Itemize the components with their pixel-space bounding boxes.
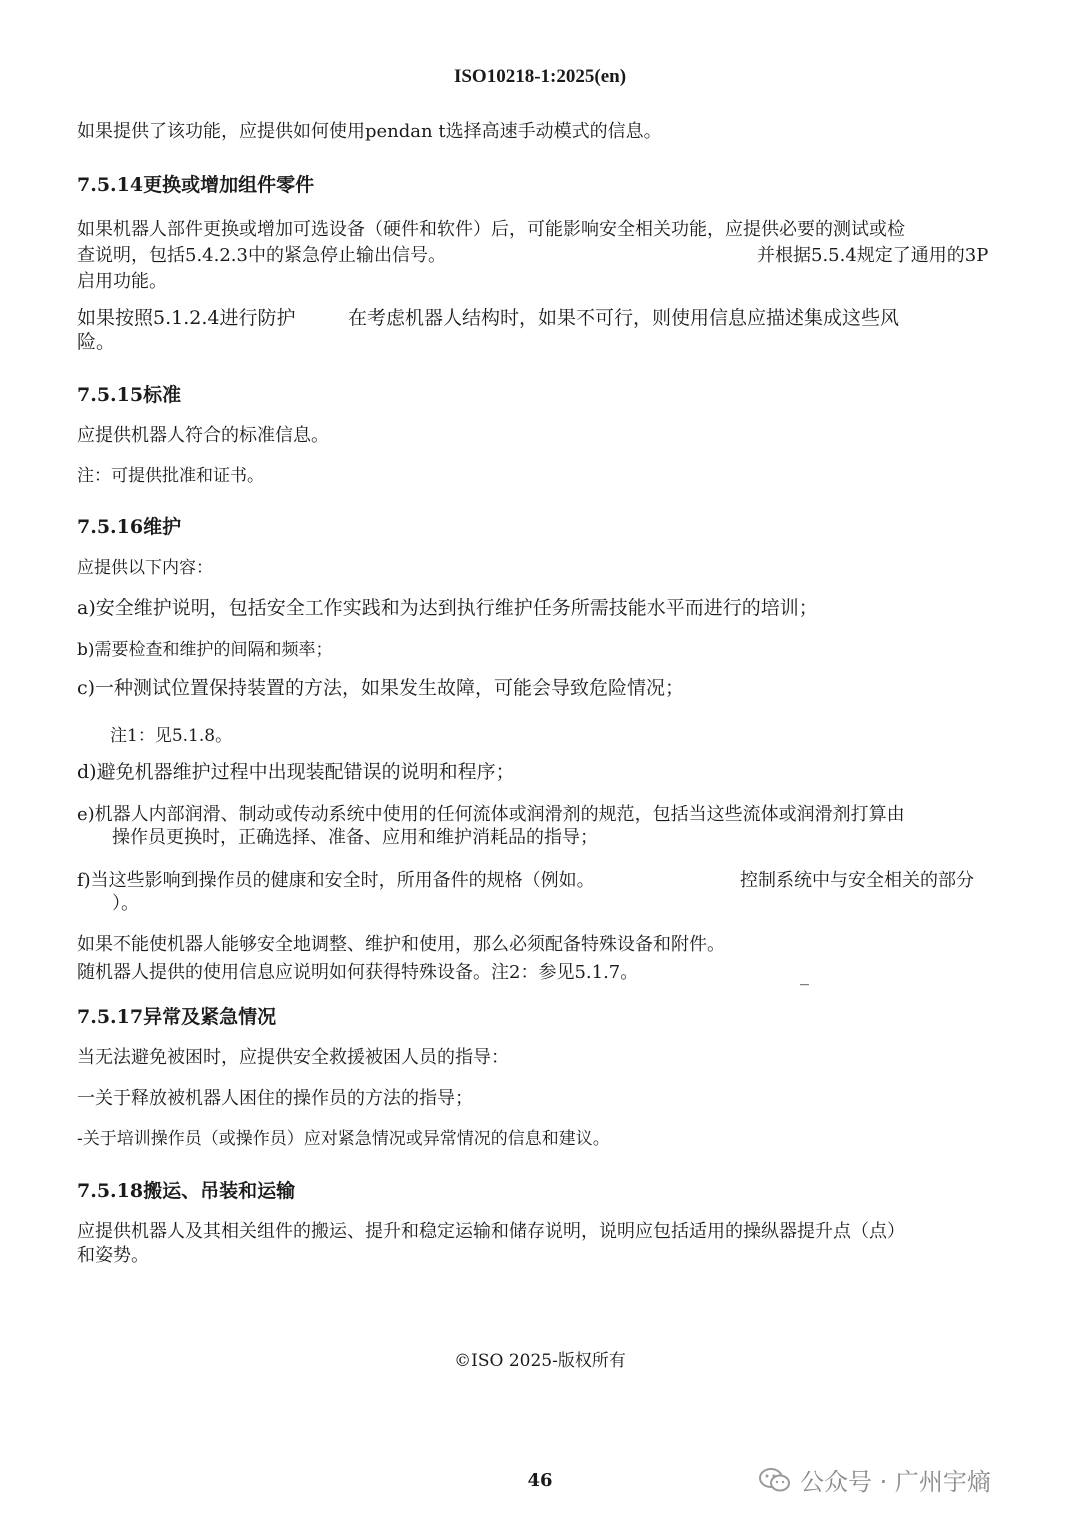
- s16-dash: _: [800, 965, 809, 986]
- section-heading-7-5-17: 7.5.17异常及紧急情况: [77, 1006, 277, 1028]
- s17-paragraph: 当无法避免被困时，应提供安全救援被困人员的指导：: [77, 1047, 509, 1068]
- section-heading-7-5-16: 7.5.16维护: [77, 516, 182, 538]
- s16-item-a: a)安全维护说明，包括安全工作实践和为达到执行维护任务所需技能水平而进行的培训；: [77, 597, 818, 619]
- s15-note: 注：可提供批准和证书。: [77, 466, 264, 486]
- copyright-footer: ©ISO 2025-版权所有: [454, 1351, 626, 1371]
- s16-item-e-line-2: 操作员更换时，正确选择、准备、应用和维护消耗品的指导；: [112, 827, 598, 848]
- s17-item-1: 一关于释放被机器人困住的操作员的方法的指导；: [77, 1088, 473, 1109]
- intro-paragraph: 如果提供了该功能，应提供如何使用pendan t选择高速手动模式的信息。: [77, 121, 662, 142]
- s14-paragraph-2-line-1a: 如果按照5.1.2.4进行防护: [77, 307, 296, 329]
- s16-item-f-line-1a: f)当这些影响到操作员的健康和安全时，所用备件的规格（例如。: [77, 870, 595, 891]
- s14-paragraph-2-line-2: 险。: [77, 331, 116, 353]
- s18-paragraph-line-2: 和姿势。: [77, 1245, 149, 1266]
- s16-item-c: c)一种测试位置保持装置的方法，如果发生故障，可能会导致危险情况；: [77, 677, 685, 699]
- s16-item-d: d)避免机器维护过程中出现装配错误的说明和程序；: [77, 761, 515, 783]
- s14-paragraph-1-line-1: 如果机器人部件更换或增加可选设备（硬件和软件）后，可能影响安全相关功能，应提供必要的测试或检: [77, 219, 905, 240]
- watermark: [758, 1462, 991, 1497]
- watermark-text: 公众号 · 广州宇熵: [800, 1468, 991, 1496]
- s16-lead: 应提供以下内容：: [77, 558, 213, 578]
- s14-paragraph-1-line-3: 启用功能。: [77, 271, 167, 292]
- page-number: 46: [527, 1470, 553, 1491]
- s16-item-f-line-2: ）。: [112, 893, 139, 914]
- s18-paragraph-line-1: 应提供机器人及其相关组件的搬运、提升和稳定运输和储存说明，说明应包括适用的操纵器提升点（点）: [77, 1221, 905, 1242]
- s14-paragraph-1-line-2b: 并根据5.5.4规定了通用的3P: [757, 245, 989, 266]
- s17-item-2: -关于培训操作员（或操作员）应对紧急情况或异常情况的信息和建议。: [77, 1129, 610, 1149]
- s14-paragraph-2-line-1b: 在考虑机器人结构时，如果不可行，则使用信息应描述集成这些风: [348, 307, 900, 329]
- section-heading-7-5-18: 7.5.18搬运、吊装和运输: [77, 1180, 296, 1202]
- s16-paragraph-line-1: 如果不能使机器人能够安全地调整、维护和使用，那么必须配备特殊设备和附件。: [77, 934, 725, 955]
- s14-paragraph-1-line-2a: 查说明，包括5.4.2.3中的紧急停止输出信号。: [77, 245, 446, 266]
- s16-item-e-line-1: e)机器人内部润滑、制动或传动系统中使用的任何流体或润滑剂的规范，包括当这些流体或润滑剂打算由: [77, 804, 905, 825]
- section-heading-7-5-15: 7.5.15标准: [77, 384, 182, 406]
- s16-item-f-line-1b: 控制系统中与安全相关的部分: [740, 870, 974, 891]
- s16-note-1: 注1：见5.1.8。: [110, 726, 233, 746]
- s16-item-b: b)需要检查和维护的间隔和频率；: [77, 640, 333, 660]
- s16-paragraph-line-2: 随机器人提供的使用信息应说明如何获得特殊设备。注2：参见5.1.7。: [77, 962, 639, 983]
- document-header: ISO10218-1:2025(en): [453, 66, 627, 87]
- s15-paragraph: 应提供机器人符合的标准信息。: [77, 425, 329, 446]
- wechat-icon: [758, 1467, 792, 1493]
- section-heading-7-5-14: 7.5.14更换或增加组件零件: [77, 174, 315, 196]
